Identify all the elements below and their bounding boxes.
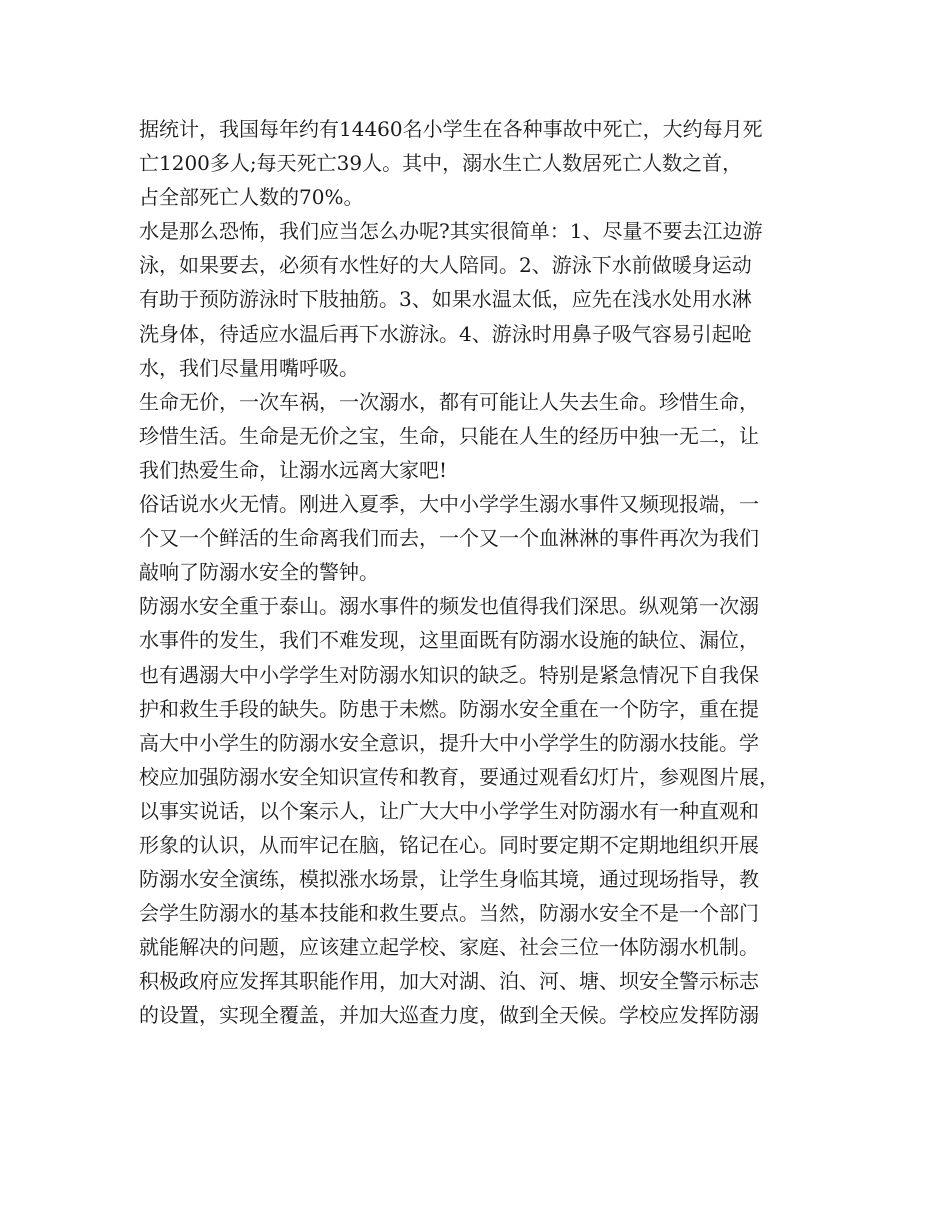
text-line: 防溺水安全重于泰山。溺水事件的频发也值得我们深思。纵观第一次溺: [139, 594, 759, 619]
text-line: 个又一个鲜活的生命离我们而去，一个又一个血淋淋的事件再次为我们: [139, 526, 759, 551]
text-line: 就能解决的问题，应该建立起学校、家庭、社会三位一体防溺水机制。: [139, 935, 759, 960]
text-line: 水事件的发生，我们不难发现，这里面既有防溺水设施的缺位、漏位，: [139, 628, 759, 653]
text-line: 占全部死亡人数的70%。: [139, 185, 364, 210]
text-line: 会学生防溺水的基本技能和救生要点。当然，防溺水安全不是一个部门: [139, 901, 759, 926]
text-line: 我们热爱生命，让溺水远离大家吧!: [139, 457, 448, 482]
text-line: 水，我们尽量用嘴呼吸。: [139, 355, 359, 380]
text-line: 也有遇溺大中小学学生对防溺水知识的缺乏。特别是紧急情况下自我保: [139, 662, 759, 687]
document-body: [139, 112, 829, 1033]
text-line: 据统计，我国每年约有14460名小学生在各种事故中死亡，大约每月死: [139, 117, 763, 141]
text-line: 泳，如果要去，必须有水性好的大人陪同。2、游泳下水前做暖身运动: [139, 253, 752, 278]
text-line: 敲响了防溺水安全的警钟。: [139, 560, 379, 585]
text-line: 校应加强防溺水安全知识宣传和教育，要通过观看幻灯片，参观图片展，: [139, 764, 779, 789]
text-line: 以事实说话，以个案示人，让广大大中小学学生对防溺水有一种直观和: [139, 798, 759, 823]
text-line: 形象的认识，从而牢记在脑，铭记在心。同时要定期不定期地组织开展: [139, 832, 759, 857]
text-line: 珍惜生活。生命是无价之宝，生命，只能在人生的经历中独一无二，让: [139, 423, 759, 448]
text-line: 护和救生手段的缺失。防患于未燃。防溺水安全重在一个防字，重在提: [139, 696, 759, 721]
text-line: 高大中小学生的防溺水安全意识，提升大中小学学生的防溺水技能。学: [139, 730, 759, 755]
text-line: 防溺水安全演练，模拟涨水场景，让学生身临其境，通过现场指导，教: [139, 867, 759, 892]
text-line: 俗话说水火无情。刚进入夏季，大中小学学生溺水事件又频现报端，一: [139, 492, 759, 517]
text-line: 积极政府应发挥其职能作用，加大对湖、泊、河、塘、坝安全警示标志: [139, 969, 759, 994]
text-line: 水是那么恐怖，我们应当怎么办呢?其实很简单：1、尽量不要去江边游: [139, 219, 763, 244]
text-line: 生命无价，一次车祸，一次溺水，都有可能让人失去生命。珍惜生命，: [139, 389, 759, 414]
text-line: 的设置，实现全覆盖，并加大巡查力度，做到全天候。学校应发挥防溺: [139, 1003, 759, 1028]
text-line: 有助于预防游泳时下肢抽筋。3、如果水温太低，应先在浅水处用水淋: [139, 287, 752, 312]
text-line: 亡1200多人;每天死亡39人。其中，溺水生亡人数居死亡人数之首，: [139, 151, 743, 176]
text-line: 洗身体，待适应水温后再下水游泳。4、游泳时用鼻子吸气容易引起呛: [139, 321, 752, 346]
